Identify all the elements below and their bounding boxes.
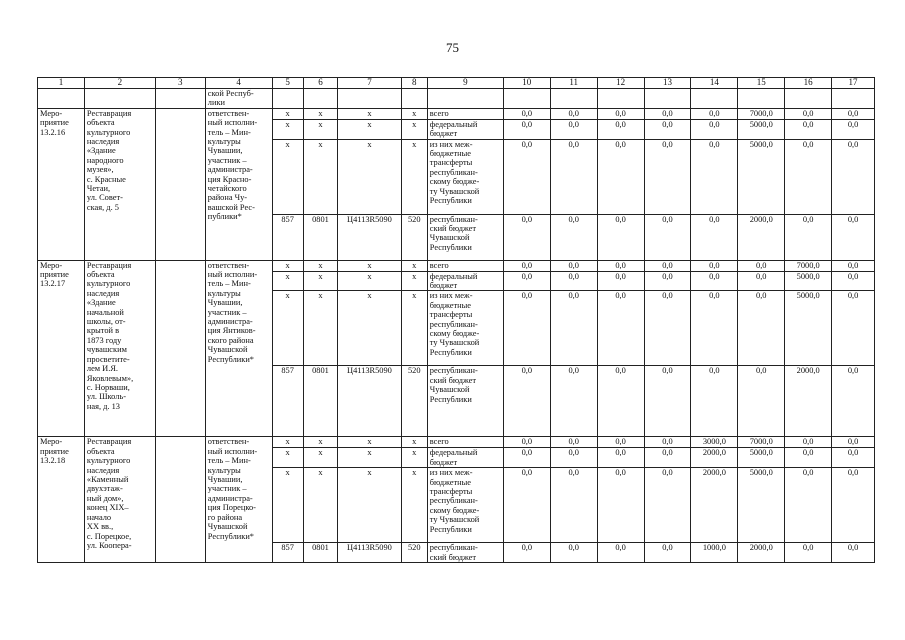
funding-source: из них меж- бюджетные трансферты республикан- скому бюдже- ту Чувашской Республики: [427, 291, 503, 366]
header-cell: 1: [38, 78, 85, 89]
value-cell: 0,0: [550, 214, 597, 260]
code-target: x: [338, 291, 402, 366]
header-cell: 17: [832, 78, 875, 89]
funding-source: всего: [427, 260, 503, 271]
code-type: x: [401, 291, 427, 366]
value-cell: 0,0: [597, 139, 644, 214]
value-cell: 0,0: [644, 437, 691, 448]
value-cell: 0,0: [503, 260, 550, 271]
value-cell: 0,0: [785, 448, 832, 468]
table-cell: [691, 89, 738, 109]
value-cell: 7000,0: [738, 108, 785, 119]
value-cell: 0,0: [832, 468, 875, 543]
value-cell: 0,0: [832, 139, 875, 214]
value-cell: 0,0: [785, 139, 832, 214]
code-target: x: [338, 468, 402, 543]
value-cell: 0,0: [644, 366, 691, 437]
value-cell: 0,0: [691, 108, 738, 119]
value-cell: 0,0: [832, 214, 875, 260]
code-section: x: [303, 108, 337, 119]
value-cell: 0,0: [550, 437, 597, 448]
code-grbs: x: [272, 260, 303, 271]
header-cell: 4: [205, 78, 272, 89]
funding-source: федеральный бюджет: [427, 119, 503, 139]
header-cell: 11: [550, 78, 597, 89]
table-row: [38, 260, 875, 271]
value-cell: 0,0: [644, 468, 691, 543]
value-cell: 0,0: [691, 119, 738, 139]
value-cell: 2000,0: [691, 448, 738, 468]
header-cell: 10: [503, 78, 550, 89]
measure-id: Меро- приятие 13.2.17: [38, 260, 85, 437]
header-cell: 5: [272, 78, 303, 89]
code-grbs: x: [272, 108, 303, 119]
value-cell: 0,0: [691, 271, 738, 291]
value-cell: 0,0: [832, 271, 875, 291]
value-cell: 0,0: [832, 260, 875, 271]
value-cell: 5000,0: [738, 448, 785, 468]
header-cell: 14: [691, 78, 738, 89]
funding-source: всего: [427, 437, 503, 448]
code-type: 520: [401, 543, 427, 563]
code-type: 520: [401, 366, 427, 437]
code-grbs: 857: [272, 366, 303, 437]
code-target: x: [338, 437, 402, 448]
value-cell: 0,0: [785, 108, 832, 119]
value-cell: 0,0: [597, 437, 644, 448]
code-section: x: [303, 448, 337, 468]
table-cell: [832, 89, 875, 109]
code-section: 0801: [303, 543, 337, 563]
measure-id: Меро- приятие 13.2.16: [38, 108, 85, 260]
code-type: x: [401, 271, 427, 291]
value-cell: 0,0: [597, 291, 644, 366]
funding-source: республикан- ский бюджет: [427, 543, 503, 563]
value-cell: 0,0: [832, 437, 875, 448]
page-number: 75: [446, 40, 459, 55]
code-grbs: x: [272, 271, 303, 291]
value-cell: 0,0: [550, 468, 597, 543]
table-cell: [338, 89, 402, 109]
value-cell: 0,0: [503, 291, 550, 366]
table-cell: [597, 89, 644, 109]
value-cell: 0,0: [503, 543, 550, 563]
code-type: x: [401, 468, 427, 543]
value-cell: 0,0: [503, 271, 550, 291]
value-cell: 0,0: [597, 271, 644, 291]
value-cell: 0,0: [691, 260, 738, 271]
value-cell: 0,0: [503, 119, 550, 139]
code-grbs: x: [272, 139, 303, 214]
value-cell: 0,0: [503, 214, 550, 260]
value-cell: 0,0: [832, 448, 875, 468]
value-cell: 0,0: [785, 214, 832, 260]
value-cell: 0,0: [832, 366, 875, 437]
funding-source: из них меж- бюджетные трансферты республикан- скому бюдже- ту Чувашской Республики: [427, 139, 503, 214]
value-cell: 0,0: [644, 260, 691, 271]
header-cell: 6: [303, 78, 337, 89]
table-cell: [427, 89, 503, 109]
value-cell: 0,0: [691, 214, 738, 260]
object-name: Реставрация объекта культурного наследия «Здание народного музея», с. Красные Четаи, ул. Совет- ская, д. 5: [84, 108, 155, 260]
code-grbs: 857: [272, 214, 303, 260]
value-cell: 5000,0: [738, 139, 785, 214]
table-cell: [155, 89, 205, 109]
funding-source: федеральный бюджет: [427, 448, 503, 468]
table-row: [38, 108, 875, 119]
value-cell: 0,0: [644, 139, 691, 214]
code-grbs: x: [272, 291, 303, 366]
value-cell: 0,0: [738, 366, 785, 437]
code-grbs: x: [272, 468, 303, 543]
code-grbs: x: [272, 448, 303, 468]
code-type: 520: [401, 214, 427, 260]
table-row: [38, 437, 875, 448]
value-cell: 0,0: [644, 108, 691, 119]
value-cell: 0,0: [597, 260, 644, 271]
value-cell: 0,0: [644, 448, 691, 468]
table-cell: [155, 260, 205, 437]
value-cell: 2000,0: [785, 366, 832, 437]
value-cell: 7000,0: [785, 260, 832, 271]
header-cell: 12: [597, 78, 644, 89]
value-cell: 0,0: [691, 139, 738, 214]
value-cell: 0,0: [503, 366, 550, 437]
value-cell: 0,0: [550, 260, 597, 271]
measure-id: Меро- приятие 13.2.18: [38, 437, 85, 563]
value-cell: 0,0: [550, 271, 597, 291]
code-section: 0801: [303, 366, 337, 437]
code-grbs: x: [272, 119, 303, 139]
funding-source: республикан- ский бюджет Чувашской Республики: [427, 366, 503, 437]
budget-table: [37, 77, 875, 563]
value-cell: 0,0: [597, 468, 644, 543]
value-cell: 0,0: [503, 108, 550, 119]
header-cell: 15: [738, 78, 785, 89]
funding-source: республикан- ский бюджет Чувашской Республики: [427, 214, 503, 260]
code-section: x: [303, 468, 337, 543]
value-cell: 3000,0: [691, 437, 738, 448]
code-section: x: [303, 437, 337, 448]
value-cell: 0,0: [550, 366, 597, 437]
value-cell: 0,0: [738, 271, 785, 291]
code-section: 0801: [303, 214, 337, 260]
value-cell: 0,0: [785, 119, 832, 139]
table-cell: ской Респуб- лики: [205, 89, 272, 109]
value-cell: 0,0: [597, 543, 644, 563]
header-cell: 8: [401, 78, 427, 89]
table-cell: [503, 89, 550, 109]
table-cell: [38, 89, 85, 109]
code-section: x: [303, 271, 337, 291]
value-cell: 0,0: [597, 108, 644, 119]
code-type: x: [401, 119, 427, 139]
code-section: x: [303, 260, 337, 271]
value-cell: 5000,0: [738, 119, 785, 139]
table-cell: [785, 89, 832, 109]
value-cell: 0,0: [503, 468, 550, 543]
value-cell: 0,0: [738, 260, 785, 271]
value-cell: 0,0: [785, 437, 832, 448]
code-type: x: [401, 448, 427, 468]
table-cell: [738, 89, 785, 109]
table-cell: [272, 89, 303, 109]
value-cell: 0,0: [503, 437, 550, 448]
code-section: x: [303, 139, 337, 214]
value-cell: 0,0: [644, 214, 691, 260]
funding-source: федеральный бюджет: [427, 271, 503, 291]
code-target: Ц4113R5090: [338, 366, 402, 437]
table-cell: [155, 437, 205, 563]
value-cell: 0,0: [644, 271, 691, 291]
value-cell: 0,0: [597, 119, 644, 139]
table-cell: [303, 89, 337, 109]
code-target: x: [338, 260, 402, 271]
value-cell: 0,0: [550, 119, 597, 139]
table-cell: [401, 89, 427, 109]
code-target: Ц4113R5090: [338, 543, 402, 563]
header-cell: 3: [155, 78, 205, 89]
continuation-row: [38, 89, 875, 109]
code-target: x: [338, 108, 402, 119]
object-name: Реставрация объекта культурного наследия «Каменный двухэтаж- ный дом», конец XIX– начало XX вв., с. Порецкое, ул. Коопера-: [84, 437, 155, 563]
table-cell: [84, 89, 155, 109]
value-cell: 5000,0: [785, 271, 832, 291]
value-cell: 0,0: [597, 214, 644, 260]
value-cell: 0,0: [550, 291, 597, 366]
value-cell: 0,0: [832, 291, 875, 366]
responsible-party: ответствен- ный исполни- тель – Мин- культуры Чувашии, участник – администра- ция Красно- четайского района Чу- вашской Рес- публики*: [205, 108, 272, 260]
value-cell: 0,0: [785, 543, 832, 563]
value-cell: 2000,0: [691, 468, 738, 543]
table-cell: [644, 89, 691, 109]
value-cell: 0,0: [691, 291, 738, 366]
funding-source: из них меж- бюджетные трансферты республикан- скому бюдже- ту Чувашской Республики: [427, 468, 503, 543]
value-cell: 0,0: [644, 119, 691, 139]
value-cell: 0,0: [785, 468, 832, 543]
value-cell: 0,0: [550, 139, 597, 214]
value-cell: 0,0: [597, 448, 644, 468]
header-cell: 16: [785, 78, 832, 89]
value-cell: 0,0: [597, 366, 644, 437]
value-cell: 5000,0: [738, 468, 785, 543]
code-target: x: [338, 448, 402, 468]
value-cell: 0,0: [503, 448, 550, 468]
code-target: x: [338, 271, 402, 291]
value-cell: 2000,0: [738, 543, 785, 563]
code-grbs: x: [272, 437, 303, 448]
responsible-party: ответствен- ный исполни- тель – Мин- культуры Чувашии, участник – администра- ция Порецко- го района Чувашской Республики*: [205, 437, 272, 563]
responsible-party: ответствен- ный исполни- тель – Мин- культуры Чувашии, участник – администра- ция Янтиков- ского района Чувашской Республики*: [205, 260, 272, 437]
table-cell: [550, 89, 597, 109]
code-section: x: [303, 119, 337, 139]
value-cell: 5000,0: [785, 291, 832, 366]
header-cell: 2: [84, 78, 155, 89]
value-cell: 0,0: [550, 543, 597, 563]
code-type: x: [401, 108, 427, 119]
code-type: x: [401, 437, 427, 448]
code-type: x: [401, 260, 427, 271]
code-grbs: 857: [272, 543, 303, 563]
value-cell: 1000,0: [691, 543, 738, 563]
code-target: x: [338, 119, 402, 139]
header-row: [38, 78, 875, 89]
value-cell: 0,0: [644, 543, 691, 563]
value-cell: 0,0: [550, 108, 597, 119]
header-cell: 7: [338, 78, 402, 89]
code-target: Ц4113R5090: [338, 214, 402, 260]
value-cell: 0,0: [832, 108, 875, 119]
code-target: x: [338, 139, 402, 214]
code-type: x: [401, 139, 427, 214]
funding-source: всего: [427, 108, 503, 119]
code-section: x: [303, 291, 337, 366]
header-cell: 13: [644, 78, 691, 89]
table-cell: [155, 108, 205, 260]
value-cell: 0,0: [832, 119, 875, 139]
value-cell: 0,0: [550, 448, 597, 468]
value-cell: 0,0: [832, 543, 875, 563]
value-cell: 0,0: [738, 291, 785, 366]
value-cell: 0,0: [644, 291, 691, 366]
value-cell: 2000,0: [738, 214, 785, 260]
value-cell: 7000,0: [738, 437, 785, 448]
value-cell: 0,0: [691, 366, 738, 437]
object-name: Реставрация объекта культурного наследия «Здание начальной школы, от- крытой в 1873 году чувашским просветите- лем И.Я. Яковлевым», с. Норваши, ул. Школь- ная, д. 13: [84, 260, 155, 437]
value-cell: 0,0: [503, 139, 550, 214]
header-cell: 9: [427, 78, 503, 89]
